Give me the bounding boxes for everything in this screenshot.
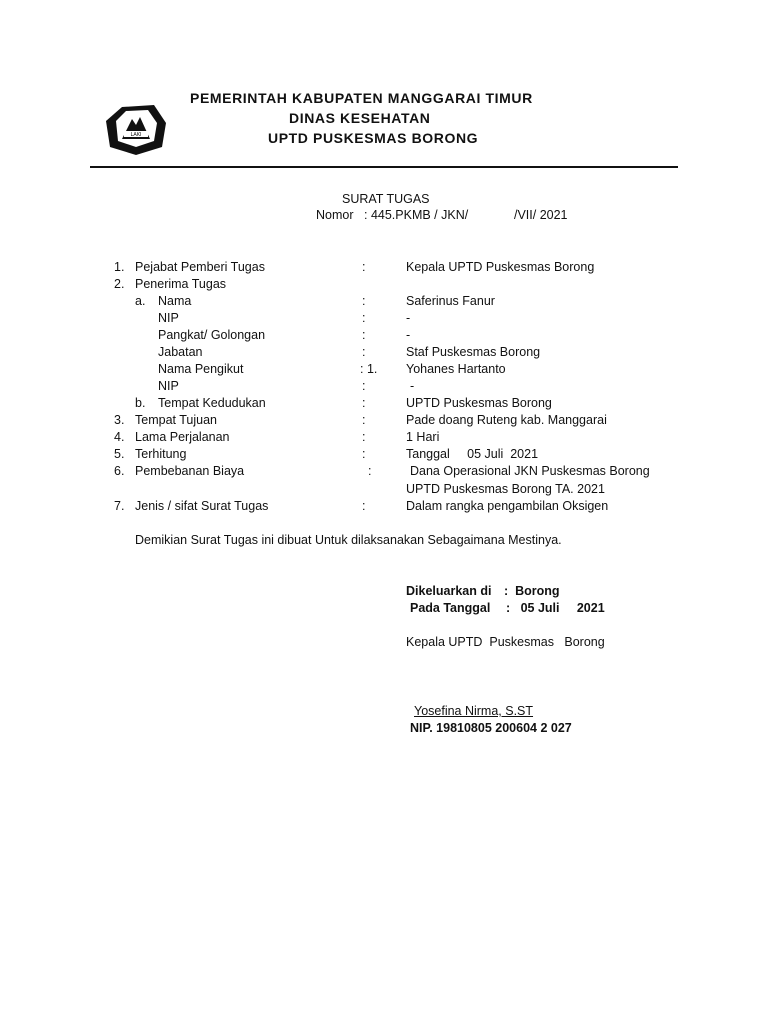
row-2b-num: b. <box>135 396 146 410</box>
row-5-colon: : <box>362 447 366 461</box>
row-jabatan-label: Jabatan <box>158 345 203 359</box>
row-4-label: Lama Perjalanan <box>135 430 230 444</box>
row-3-value: Pade doang Ruteng kab. Manggarai <box>406 413 607 427</box>
row-2a-label: Nama <box>158 294 192 308</box>
row-2b-value: UPTD Puskesmas Borong <box>406 396 552 410</box>
row-6-value: Dana Operasional JKN Puskesmas Borong <box>410 464 650 478</box>
header-line-3: UPTD PUSKESMAS BORONG <box>268 130 479 146</box>
signer-name: Yosefina Nirma, S.ST <box>414 704 534 718</box>
row-pengikut-label: Nama Pengikut <box>158 362 244 376</box>
row-4-value: 1 Hari <box>406 430 440 444</box>
row-3-num: 3. <box>114 413 125 427</box>
row-nip-value: - <box>406 311 411 325</box>
row-6-label: Pembebanan Biaya <box>135 464 245 478</box>
row-7-colon: : <box>362 499 366 513</box>
row-1-label: Pejabat Pemberi Tugas <box>135 260 265 274</box>
row-3-label: Tempat Tujuan <box>135 413 217 427</box>
row-nip-colon: : <box>362 311 366 325</box>
row-1-colon: : <box>362 260 366 274</box>
row-nip-label: NIP <box>158 311 179 325</box>
row-pengikut-value: Yohanes Hartanto <box>406 362 506 376</box>
row-pangkat-colon: : <box>362 328 366 342</box>
issued-value: : Borong <box>504 584 560 598</box>
row-pangkat-value: - <box>406 328 411 342</box>
row-jabatan-value: Staf Puskesmas Borong <box>406 345 541 359</box>
row-7-num: 7. <box>114 499 125 513</box>
header-line-2: DINAS KESEHATAN <box>289 110 431 126</box>
date-value: : 05 Juli 2021 <box>506 601 605 615</box>
header-divider <box>90 166 678 168</box>
row-6-value-2: UPTD Puskesmas Borong TA. 2021 <box>406 482 605 496</box>
row-jabatan-colon: : <box>362 345 366 359</box>
signer-nip: NIP. 19810805 200604 2 027 <box>410 721 572 735</box>
row-4-num: 4. <box>114 430 125 444</box>
date-label: Pada Tanggal <box>410 601 491 615</box>
header-line-1: PEMERINTAH KABUPATEN MANGGARAI TIMUR <box>190 90 533 106</box>
row-2-label: Penerima Tugas <box>135 277 227 291</box>
row-2b-colon: : <box>362 396 366 410</box>
row-2a-value: Saferinus Fanur <box>406 294 495 308</box>
logo-text: LAKI <box>130 132 142 138</box>
row-7-label: Jenis / sifat Surat Tugas <box>135 499 269 513</box>
row-3-colon: : <box>362 413 366 427</box>
row-pengikut-colon: : 1. <box>360 362 378 376</box>
row-1-value: Kepala UPTD Puskesmas Borong <box>406 260 595 274</box>
row-7-value: Dalam rangka pengambilan Oksigen <box>406 499 609 513</box>
row-pangkat-label: Pangkat/ Golongan <box>158 328 266 342</box>
row-5-label: Terhitung <box>135 447 187 461</box>
row-nip2-colon: : <box>362 379 366 393</box>
row-nip2-label: NIP <box>158 379 179 393</box>
signer-position: Kepala UPTD Puskesmas Borong <box>406 635 605 649</box>
row-2a-num: a. <box>135 294 146 308</box>
row-5-value: Tanggal 05 Juli 2021 <box>406 447 539 461</box>
issued-label: Dikeluarkan di <box>406 584 492 598</box>
row-2-num: 2. <box>114 277 125 291</box>
row-4-colon: : <box>362 430 366 444</box>
row-1-num: 1. <box>114 260 125 274</box>
doc-nomor-label: Nomor <box>316 208 354 222</box>
row-6-colon: : <box>368 464 372 478</box>
row-6-num: 6. <box>114 464 125 478</box>
row-nip2-value: - <box>410 379 415 393</box>
row-2b-label: Tempat Kedudukan <box>158 396 266 410</box>
doc-nomor-value: : 445.PKMB / JKN/ <box>364 208 469 222</box>
doc-nomor-suffix: /VII/ 2021 <box>514 208 568 222</box>
row-5-num: 5. <box>114 447 125 461</box>
regency-emblem-icon <box>102 101 170 157</box>
closing-statement: Demikian Surat Tugas ini dibuat Untuk dilaksanakan Sebagaimana Mestinya. <box>135 533 562 547</box>
row-2a-colon: : <box>362 294 366 308</box>
doc-title: SURAT TUGAS <box>342 192 430 206</box>
